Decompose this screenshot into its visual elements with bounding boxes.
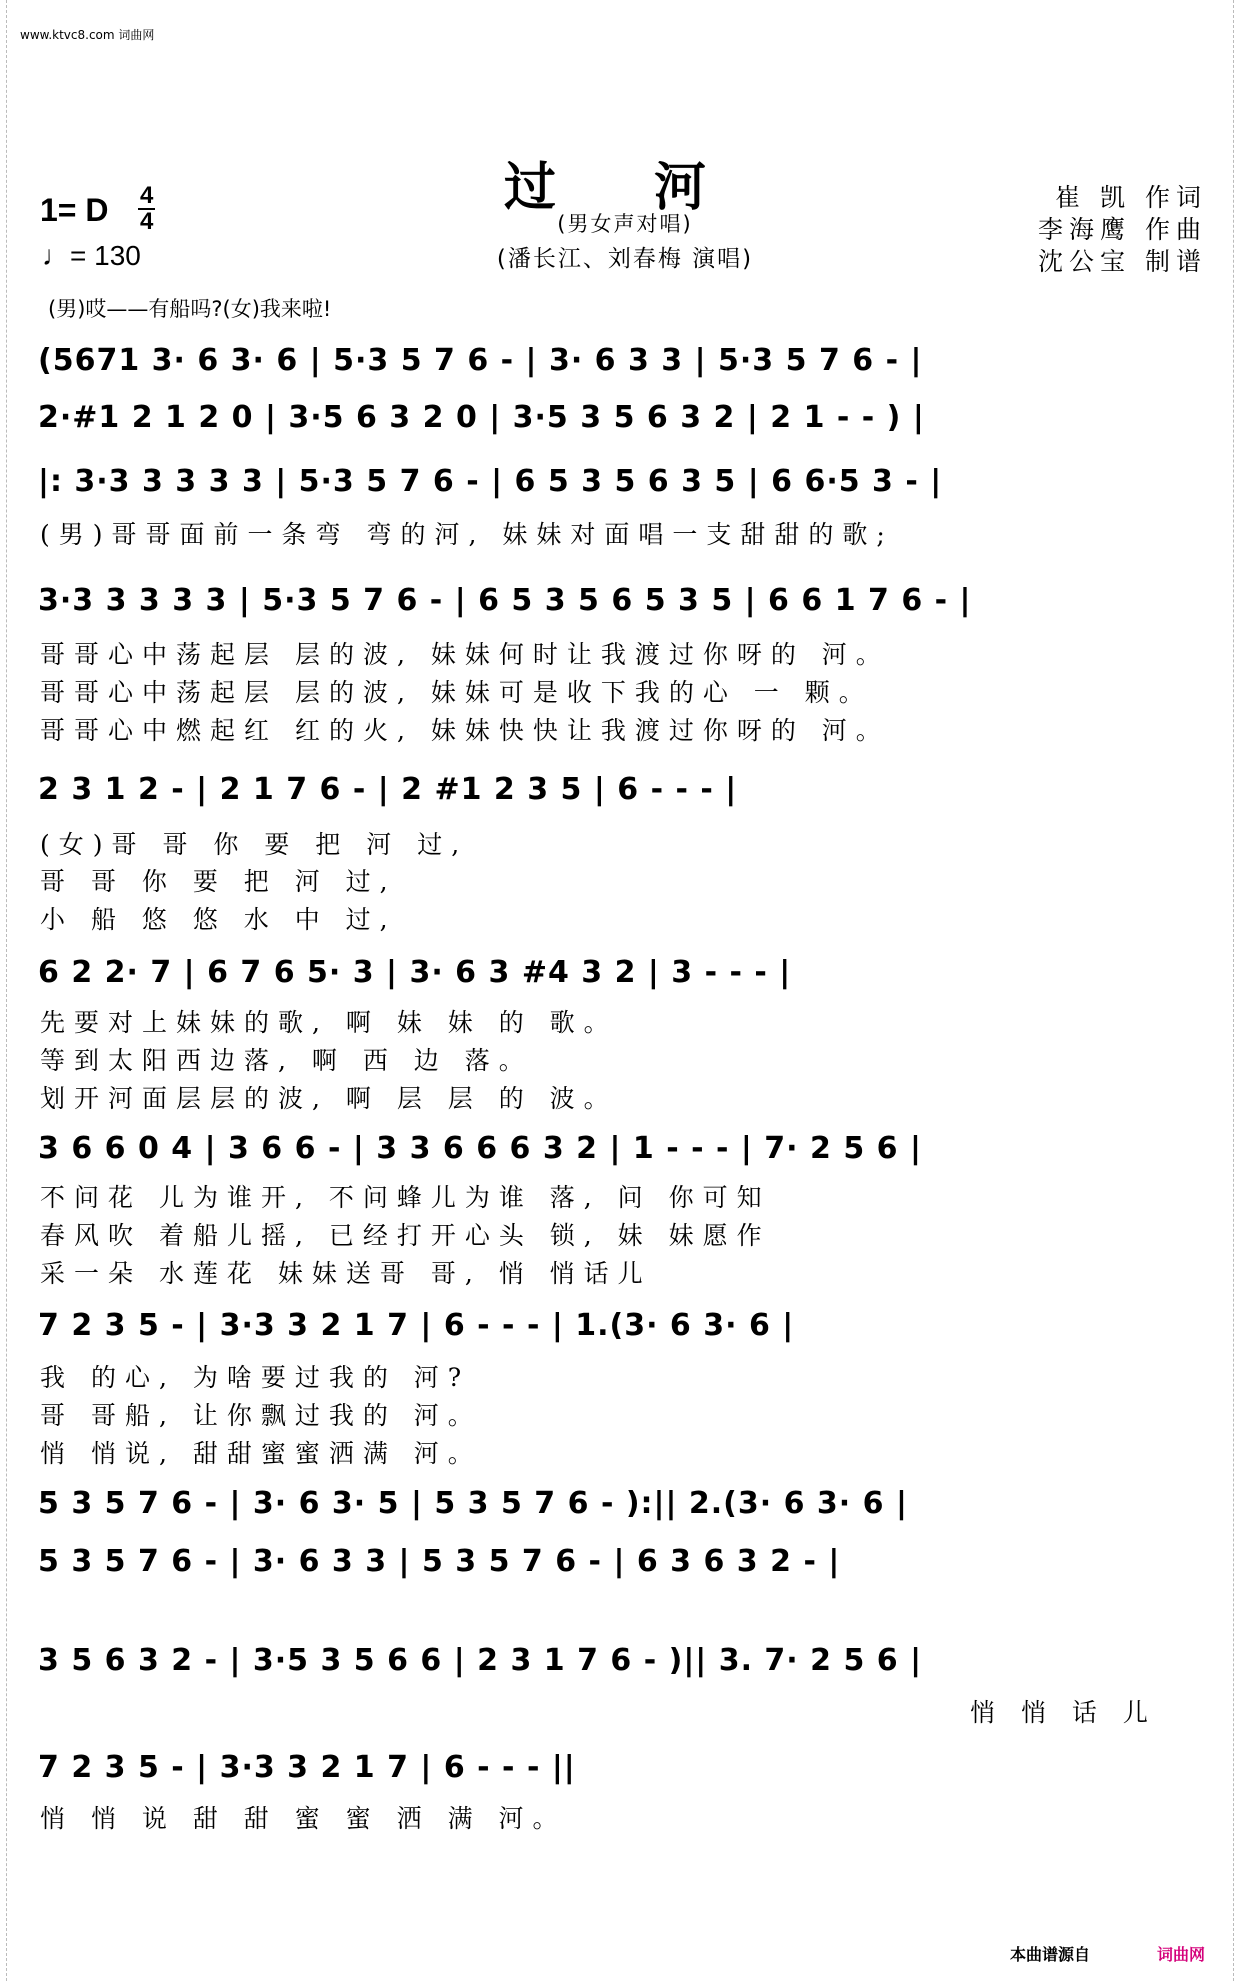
lyric-line: 划开河面层层的波, 啊 层 层 的 波。	[40, 1084, 618, 1113]
credit-transcriber: 沈公宝 制谱	[1038, 247, 1207, 276]
lyric-line: 我 的心, 为啥要过我的 河?	[40, 1363, 471, 1392]
notation-line: 3·3 3 3 3 3 | 5·3 5 7 6 - | 6 5 3 5 6 5 3 5 | 6 6 1 7 6 - |	[38, 583, 972, 618]
performers: (潘长江、刘春梅 演唱)	[496, 246, 754, 272]
lyric-line: 哥 哥船, 让你飘过我的 河。	[40, 1401, 482, 1430]
lyric-line: 悄 悄 话 儿	[970, 1698, 1157, 1727]
footer-brand-link[interactable]: 词曲网	[1157, 1945, 1206, 1964]
time-signature-top: 4	[140, 182, 154, 209]
lyric-line: 悄 悄说, 甜甜蜜蜜洒满 河。	[40, 1439, 482, 1468]
lyric-line: 等到太阳西边落, 啊 西 边 落。	[40, 1046, 533, 1075]
key-signature: 1= D	[40, 192, 109, 228]
lyric-line: 哥哥心中荡起层 层的波, 妹妹可是收下我的心 一 颗。	[40, 678, 873, 707]
notation-line: 5 3 5 7 6 - | 3· 6 3 3 | 5 3 5 7 6 - | 6 3 6 3 2 - |	[38, 1544, 841, 1579]
notation-line: 6 2 2· 7 | 6 7 6 5· 3 | 3· 6 3 #4 3 2 | 3 - - - |	[38, 955, 792, 990]
lyric-line: 哥 哥 你 要 把 河 过,	[40, 867, 397, 896]
lyric-line: 先要对上妹妹的歌, 啊 妹 妹 的 歌。	[40, 1008, 618, 1037]
notation-line: 5 3 5 7 6 - | 3· 6 3· 5 | 5 3 5 7 6 - ):|| 2.(3· 6 3· 6 |	[38, 1486, 908, 1521]
lyric-line: 不问花 儿为谁开, 不问蜂儿为谁 落, 问 你可知	[40, 1183, 771, 1212]
credit-lyricist: 崔 凯 作词	[1055, 183, 1207, 212]
intro-dialogue: (男)哎——有船吗?(女)我来啦!	[48, 297, 332, 321]
lyric-line: (女)哥 哥 你 要 把 河 过,	[40, 830, 469, 859]
notation-line: 7 2 3 5 - | 3·3 3 2 1 7 | 6 - - - | 1.(3· 6 3· 6 |	[38, 1308, 795, 1343]
credit-composer: 李海鹰 作曲	[1038, 215, 1207, 244]
lyric-line: (男)哥哥面前一条弯 弯的河, 妹妹对面唱一支甜甜的歌;	[40, 520, 894, 549]
time-signature-bottom: 4	[140, 208, 154, 235]
notation-line: 2 3 1 2 - | 2 1 7 6 - | 2 #1 2 3 5 | 6 - - - |	[38, 772, 738, 807]
notation-line: 2·#1 2 1 2 0 | 3·5 6 3 2 0 | 3·5 3 5 6 3 2 | 2 1 - - ) |	[38, 400, 925, 435]
lyric-line: 采一朵 水莲花 妹妹送哥 哥, 悄 悄话儿	[40, 1259, 652, 1288]
song-subtitle: (男女声对唱)	[557, 212, 693, 236]
lyric-line: 哥哥心中荡起层 层的波, 妹妹何时让我渡过你呀的 河。	[40, 640, 890, 669]
left-watermark-strip	[6, 0, 17, 1981]
site-watermark[interactable]: www.ktvc8.com 词曲网	[20, 28, 155, 42]
lyric-line: 哥哥心中燃起红 红的火, 妹妹快快让我渡过你呀的 河。	[40, 716, 890, 745]
lyric-line: 悄 悄 说 甜 甜 蜜 蜜 洒 满 河。	[40, 1804, 567, 1833]
tempo-marking: ♩= 130	[42, 240, 141, 271]
notation-line: 3 6 6 0 4 | 3 6 6 - | 3 3 6 6 6 3 2 | 1 - - - | 7· 2 5 6 |	[38, 1131, 922, 1166]
notation-line: 3 5 6 3 2 - | 3·5 3 5 6 6 | 2 3 1 7 6 - )|| 3. 7· 2 5 6 |	[38, 1643, 923, 1678]
lyric-line: 小 船 悠 悠 水 中 过,	[40, 905, 397, 934]
time-signature	[138, 184, 155, 234]
song-title: 过 河	[503, 157, 747, 218]
right-watermark-strip	[1233, 0, 1244, 1981]
lyric-line: 春风吹 着船儿摇, 已经打开心头 锁, 妹 妹愿作	[40, 1221, 771, 1250]
notation-line: 7 2 3 5 - | 3·3 3 2 1 7 | 6 - - - ||	[38, 1750, 576, 1785]
footer-source-label: 本曲谱源自	[1010, 1945, 1091, 1964]
notation-line: |: 3·3 3 3 3 3 | 5·3 5 7 6 - | 6 5 3 5 6 3 5 | 6 6·5 3 - |	[38, 464, 943, 499]
notation-line: (5671 3· 6 3· 6 | 5·3 5 7 6 - | 3· 6 3 3 | 5·3 5 7 6 - |	[38, 343, 923, 378]
